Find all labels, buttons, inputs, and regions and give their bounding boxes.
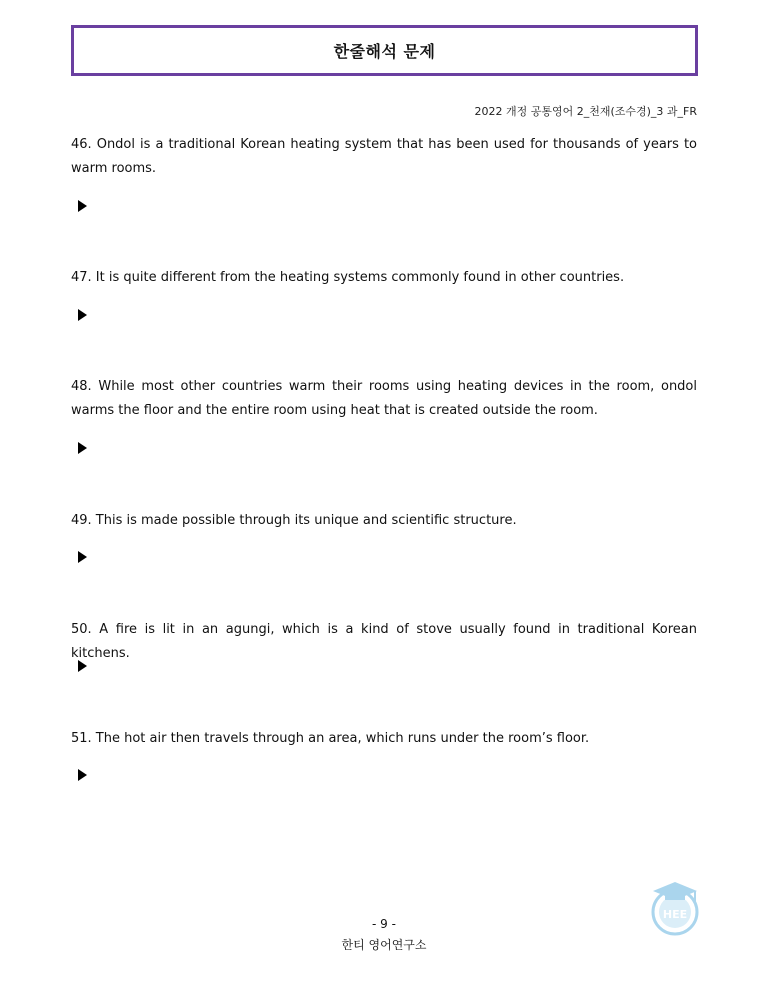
- question-49: 49. This is made possible through its unique and scientific structure.: [71, 513, 517, 528]
- question-51: 51. The hot air then travels through an area, which runs under the room’s floor.: [71, 731, 590, 746]
- page-title: 한줄해석 문제: [333, 42, 436, 61]
- question-47: 47. It is quite different from the heating systems commonly found in other countries.: [71, 270, 625, 285]
- answer-arrow-icon: [78, 660, 87, 672]
- title-box: [71, 25, 698, 76]
- document-subtitle: 2022 개정 공통영어 2_천재(조수경)_3 과_FR: [474, 105, 697, 118]
- footer-organization: 한티 영어연구소: [341, 938, 427, 952]
- logo-text: HEE: [662, 908, 688, 921]
- graduation-cap-logo-icon: [647, 878, 703, 938]
- page-number: - 9 -: [372, 917, 396, 931]
- answer-arrow-icon: [78, 442, 87, 454]
- question-50: 50. A fire is lit in an agungi, which is a kind of stove usually found in traditional Korean kitchens.: [71, 622, 697, 661]
- answer-arrow-icon: [78, 551, 87, 563]
- answer-arrow-icon: [78, 309, 87, 321]
- question-46: 46. Ondol is a traditional Korean heating system that has been used for thousands of years to warm rooms.: [71, 137, 697, 176]
- question-48: 48. While most other countries warm their rooms using heating devices in the room, ondol warms the floor and the entire room using heat that is created outside the room.: [71, 379, 697, 418]
- answer-arrow-icon: [78, 769, 87, 781]
- answer-arrow-icon: [78, 200, 87, 212]
